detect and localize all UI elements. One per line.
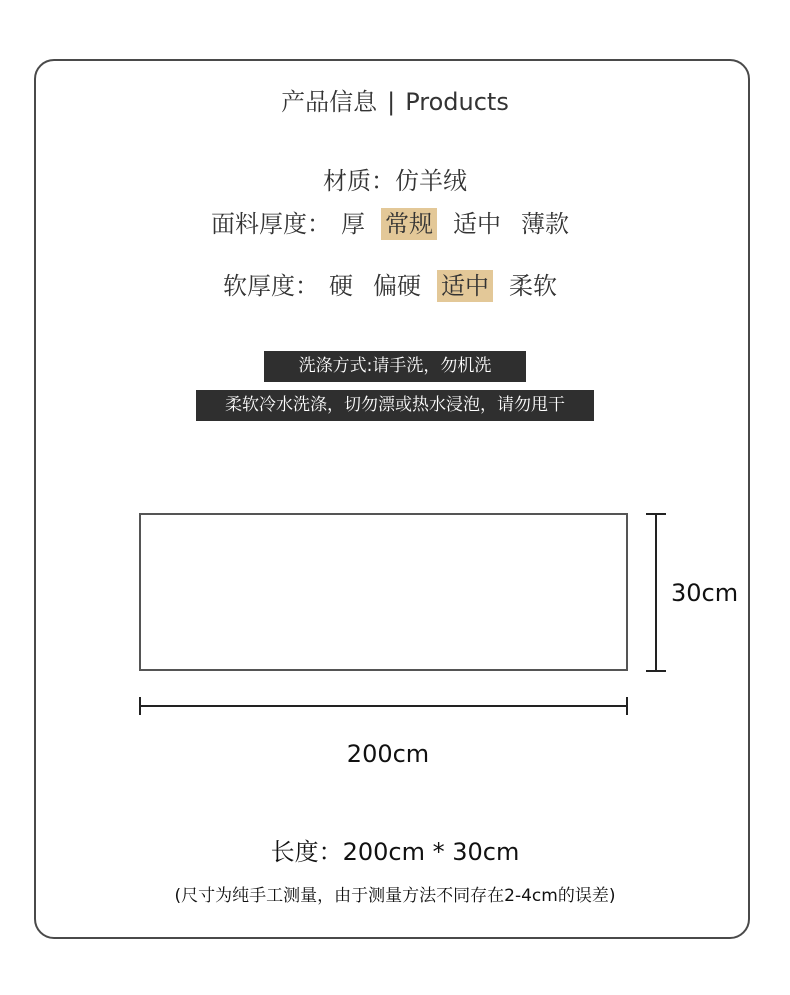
height-dimension-line (646, 513, 666, 672)
width-dimension-line (139, 697, 628, 715)
fabric-thickness-row (0, 204, 790, 240)
softness-row (0, 266, 790, 302)
measurement-note: (尺寸为纯手工测量，由于测量方法不同存在2-4cm的误差) (174, 886, 616, 906)
softness-label: 软厚度： (223, 272, 319, 300)
material-label: 材质： (323, 167, 395, 195)
softness-option-semi-hard: 偏硬 (373, 272, 421, 300)
fabric-option-thin: 薄款 (521, 210, 569, 238)
title-separator: | (387, 88, 396, 116)
title-en: Products (405, 88, 509, 116)
softness-option-hard: 硬 (329, 272, 353, 300)
length-row (0, 832, 790, 867)
fabric-option-medium: 适中 (453, 210, 501, 238)
length-value: 200cm * 30cm (342, 838, 520, 866)
product-size-diagram (139, 513, 628, 671)
fabric-thickness-label: 面料厚度： (211, 210, 331, 238)
wash-instruction-banner-1: 洗涤方式:请手洗，勿机洗 (264, 351, 526, 382)
page-title (0, 82, 790, 117)
title-cn: 产品信息 (281, 88, 378, 116)
material-row (0, 161, 790, 196)
softness-option-medium: 适中 (437, 270, 493, 302)
wash-instruction-banner-2: 柔软冷水洗涤，切勿漂或热水浸泡，请勿甩干 (196, 390, 594, 421)
fabric-option-regular: 常规 (381, 208, 437, 240)
width-dimension-label: 200cm (346, 740, 430, 768)
fabric-option-thick: 厚 (341, 210, 365, 238)
height-dimension-label: 30cm (671, 579, 739, 607)
material-value: 仿羊绒 (395, 167, 467, 195)
softness-option-soft: 柔软 (509, 272, 557, 300)
length-label: 长度： (270, 838, 343, 866)
